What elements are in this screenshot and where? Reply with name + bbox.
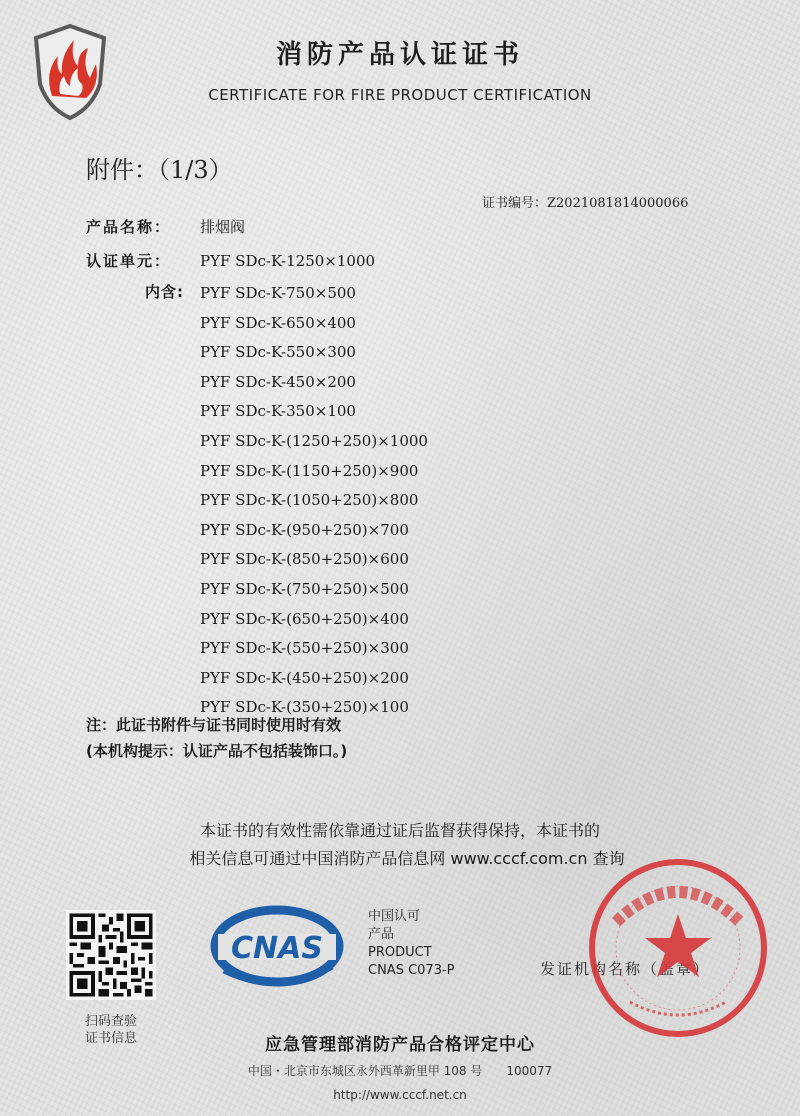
note-line-2: (本机构提示：认证产品不包括装饰口。): [86, 742, 348, 760]
certification-unit-label: 认证单元：: [86, 252, 172, 270]
includes-label: 内含:: [145, 283, 184, 301]
model-item: PYF SDc-K-(1150+250)×900: [200, 461, 419, 480]
certificate-number: 证书编号：Z2021081814000066: [482, 196, 689, 211]
product-name-value: 排烟阀: [200, 218, 246, 236]
qr-code-icon[interactable]: [66, 910, 156, 1000]
organization-website[interactable]: http://www.cccf.net.cn: [333, 1088, 467, 1102]
attachment-label: 附件：（1/3）: [86, 156, 233, 184]
model-item: PYF SDc-K-(650+250)×400: [200, 609, 409, 628]
model-item: PYF SDc-K-650×400: [200, 313, 356, 332]
cnas-logo: [202, 900, 352, 1000]
cnas-line-4: CNAS C073-P: [368, 963, 455, 978]
official-seal-stamp: [582, 852, 774, 1044]
model-item: PYF SDc-K-(550+250)×300: [200, 639, 409, 658]
cnas-line-3: PRODUCT: [368, 945, 432, 960]
organization-address: 中国・北京市东城区永外西革新里甲 108 号 100077: [247, 1064, 553, 1078]
organization-name: 应急管理部消防产品合格评定中心: [265, 1035, 535, 1055]
qr-caption-line-1: 扫码查验: [84, 1014, 137, 1029]
model-item: PYF SDc-K-(750+250)×500: [200, 579, 409, 598]
model-item: PYF SDc-K-450×200: [200, 372, 356, 391]
product-name-label: 产品名称：: [86, 218, 172, 236]
model-item: PYF SDc-K-350×100: [200, 402, 356, 421]
model-list: [200, 283, 428, 727]
note-line-1: 注：此证书附件与证书同时使用时有效: [86, 716, 342, 734]
cnas-line-2: 产品: [368, 927, 395, 942]
qr-caption-line-2: 证书信息: [84, 1031, 137, 1046]
validity-line-1: 本证书的有效性需依靠通过证后监督获得保持，本证书的: [199, 821, 600, 840]
seal-star-icon: [645, 914, 711, 977]
model-item: PYF SDc-K-550×300: [200, 343, 356, 362]
model-item: PYF SDc-K-750×500: [200, 284, 356, 302]
model-item: PYF SDc-K-(1250+250)×1000: [200, 431, 428, 450]
issuer-label: 发证机构名称（盖章）: [540, 960, 711, 978]
cnas-line-1: 中国认可: [368, 909, 421, 924]
title-english: CERTIFICATE FOR FIRE PRODUCT CERTIFICATION: [208, 86, 592, 104]
model-item: PYF SDc-K-(450+250)×200: [200, 668, 409, 687]
validity-line-2: 相关信息可通过中国消防产品信息网 www.cccf.com.cn 查询: [189, 849, 625, 868]
model-item: PYF SDc-K-(1050+250)×800: [200, 491, 419, 510]
model-item: PYF SDc-K-(350+250)×100: [200, 698, 409, 717]
model-item: PYF SDc-K-(950+250)×700: [200, 520, 409, 539]
cnas-accreditation-text: [368, 908, 455, 980]
title-chinese: 消防产品认证证书: [275, 40, 524, 70]
certification-unit-value: PYF SDc-K-1250×1000: [200, 252, 376, 270]
cnas-logo-text: CNAS: [231, 931, 323, 966]
model-item: PYF SDc-K-(850+250)×600: [200, 550, 409, 569]
